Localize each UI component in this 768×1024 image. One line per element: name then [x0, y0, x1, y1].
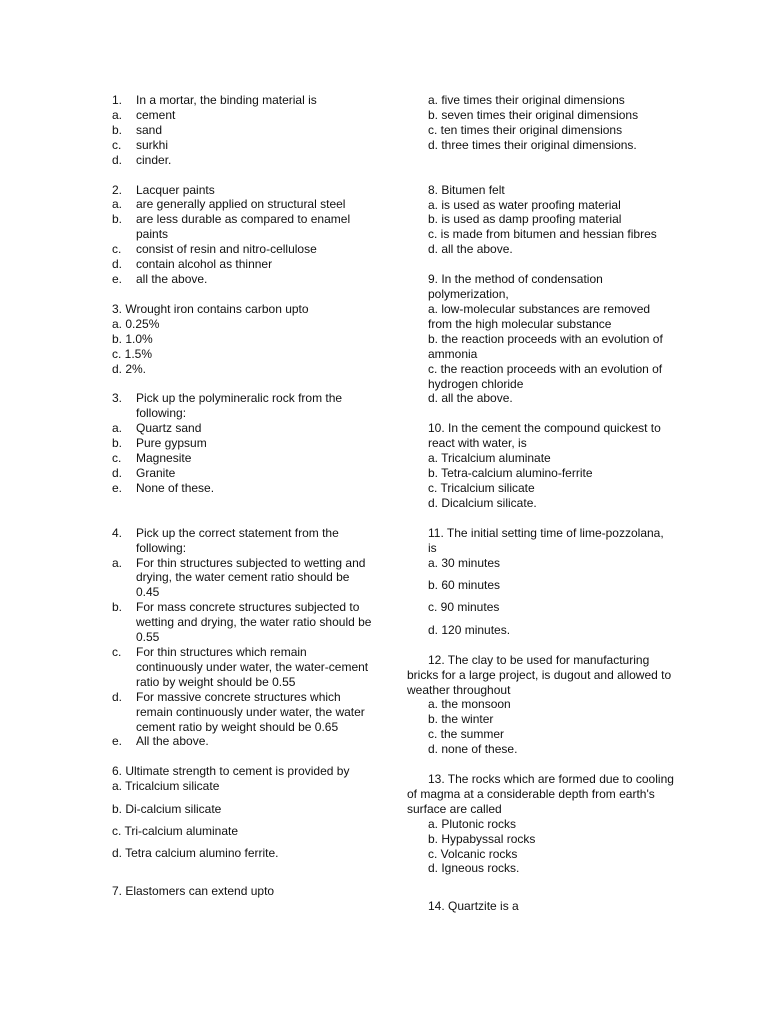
option: d. Dicalcium silicate. [428, 495, 537, 510]
option: b. For mass concrete structures subjected to wetting and drying, the water ratio should be 0.55 [112, 600, 372, 645]
option: b. Hypabyssal rocks [428, 831, 536, 846]
option: b. the winter [428, 712, 494, 727]
option: d. cinder. [112, 152, 172, 167]
option: c. the summer [428, 727, 505, 742]
option: b. are less durable as compared to enamel paints [112, 212, 351, 242]
option: a. cement [112, 107, 176, 122]
question-6 [112, 764, 374, 861]
question-7-options [407, 93, 675, 153]
option: b. Di-calcium silicate [112, 801, 222, 816]
question-text: 9. In the method of condensation polymerization, [428, 272, 603, 302]
option: d. Granite [112, 465, 176, 480]
option: c. is made from bitumen and hessian fibres [428, 227, 657, 242]
option: e. All the above. [112, 734, 209, 749]
option: e. all the above. [112, 271, 208, 286]
question-3 [112, 302, 374, 377]
option: b. sand [112, 122, 163, 137]
option: c. For thin structures which remain continuously under water, the water-cement ratio by weight should be 0.55 [112, 645, 369, 689]
option: c. consist of resin and nitro-cellulose [112, 242, 317, 257]
option: c. the reaction proceeds with an evolution of hydrogen chloride [428, 361, 663, 391]
question-text: In a mortar, the binding material is [136, 93, 317, 107]
question-11 [407, 526, 675, 638]
option: c. 90 minutes [428, 600, 500, 615]
question-text: Lacquer paints [136, 182, 215, 197]
question-1 [112, 93, 374, 168]
option: c. ten times their original dimensions [428, 122, 623, 137]
option: a. 0.25% [112, 316, 160, 331]
question-text: Pick up the polymineralic rock from the following: [136, 391, 343, 421]
question-10 [407, 421, 675, 510]
option: c. surkhi [112, 137, 169, 152]
option: b. the reaction proceeds with an evolution of ammonia [428, 331, 663, 361]
question-text: 12. The clay to be used for manufacturing bricks for a large project, is dugout and allowed to weather throughout [407, 652, 672, 697]
option: b. Pure gypsum [112, 436, 207, 451]
question-7 [112, 884, 374, 899]
option: d. all the above. [428, 391, 513, 406]
option: d. contain alcohol as thinner [112, 257, 273, 272]
option: a. five times their original dimensions [428, 93, 625, 107]
option: a. Quartz sand [112, 421, 202, 436]
option: d. all the above. [428, 242, 513, 257]
option: d. Tetra calcium alumino ferrite. [112, 846, 279, 861]
option: b. seven times their original dimensions [428, 107, 639, 122]
question-2 [112, 183, 374, 287]
option: b. Tetra-calcium alumino-ferrite [428, 466, 593, 481]
question-text: 7. Elastomers can extend upto [112, 884, 275, 899]
option: a. are generally applied on structural steel [112, 197, 346, 212]
question-12 [407, 653, 675, 757]
option: a. the monsoon [428, 697, 511, 712]
option: a. 30 minutes [428, 555, 501, 570]
question-4 [112, 526, 374, 750]
question-number: 1. [112, 93, 123, 107]
question-9 [407, 272, 675, 406]
option: d. 120 minutes. [428, 622, 511, 637]
option: a. low-molecular substances are removed from the high molecular substance [428, 301, 651, 331]
question-number: 4. [112, 525, 123, 540]
option: b. 1.0% [112, 331, 153, 346]
question-3b [112, 391, 374, 495]
option: d. 2%. [112, 361, 147, 376]
option: a. Tricalcium silicate [112, 779, 220, 794]
question-8 [407, 183, 675, 258]
option: d. three times their original dimensions. [428, 137, 637, 152]
option: c. Magnesite [112, 451, 192, 466]
option: a. Plutonic rocks [428, 816, 517, 831]
right-column [407, 93, 675, 914]
option: a. is used as water proofing material [428, 197, 621, 212]
question-text: 14. Quartzite is a [428, 899, 519, 914]
option: d. Igneous rocks. [428, 861, 520, 876]
option: a. Tricalcium aluminate [428, 451, 551, 466]
question-13 [407, 772, 675, 876]
option: b. is used as damp proofing material [428, 212, 622, 227]
option: c. Tri-calcium aluminate [112, 824, 239, 839]
option: c. Volcanic rocks [428, 846, 518, 861]
question-text: 11. The initial setting time of lime-pozzolana, is [428, 525, 664, 555]
question-text: 3. Wrought iron contains carbon upto [112, 301, 309, 316]
option: a. For thin structures subjected to wetting and drying, the water cement ratio should be 0.45 [112, 555, 366, 600]
option: d. none of these. [428, 742, 518, 757]
question-14 [407, 899, 675, 914]
question-text: 10. In the cement the compound quickest to react with water, is [428, 421, 661, 451]
option: d. For massive concrete structures which remain continuously under water, the water cement ratio by weight should be 0.65 [112, 689, 365, 734]
question-text: Pick up the correct statement from the following: [136, 525, 339, 555]
question-text: 6. Ultimate strength to cement is provided by [112, 764, 350, 779]
question-number: 3. [112, 391, 123, 406]
left-column [112, 93, 374, 899]
question-text: 13. The rocks which are formed due to cooling of magma at a considerable depth from earth's surface are called [407, 772, 674, 816]
question-text: 8. Bitumen felt [428, 182, 505, 197]
option: e. None of these. [112, 480, 215, 495]
question-number: 2. [112, 182, 123, 197]
option: c. 1.5% [112, 346, 153, 361]
option: c. Tricalcium silicate [428, 480, 535, 495]
option: b. 60 minutes [428, 577, 501, 592]
